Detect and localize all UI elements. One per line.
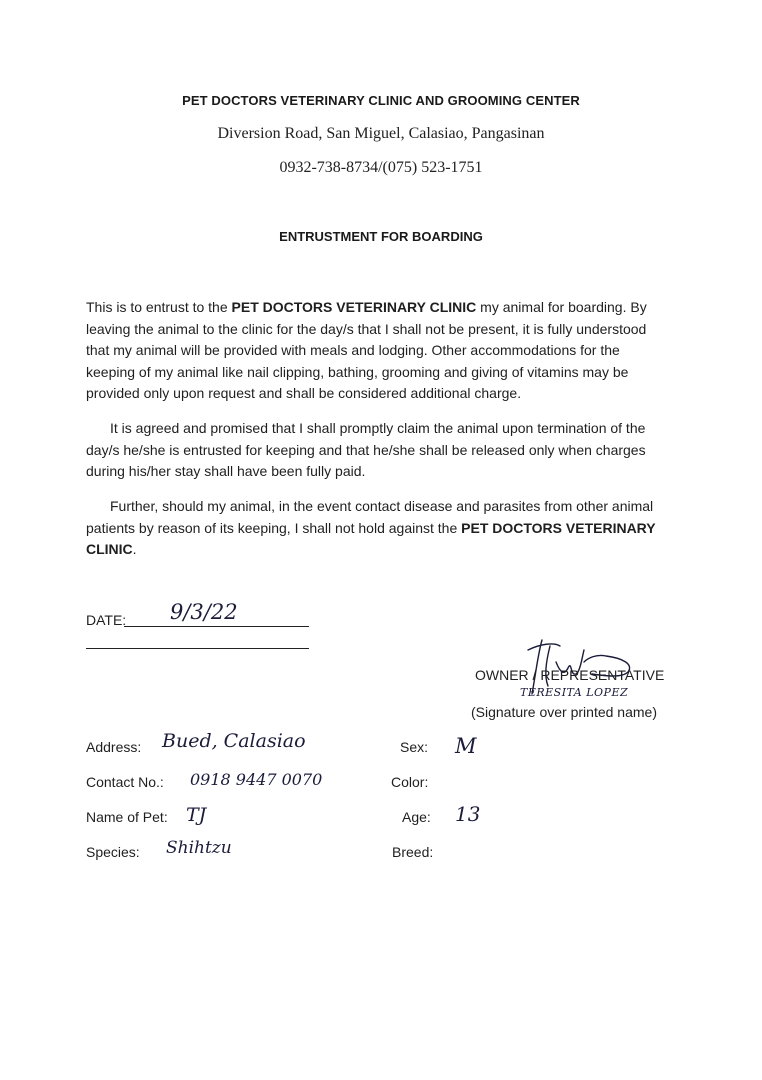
owner-representative-label: OWNER / REPRESENTATIVE <box>475 667 665 683</box>
paragraph-3 <box>86 496 671 561</box>
clinic-phone: 0932-738-8734/(075) 523-1751 <box>279 159 483 176</box>
breed-label: Breed: <box>392 844 434 860</box>
paragraph-1-text-b: my animal for boarding. By leaving the animal to the clinic for the day/s that I shall not be present, it is fully understood that my animal will be provided with meals and lodging. Other accommodations for the keeping of my animal like nail clipping, bathing, grooming and giving of vitamins may be provided only upon request and shall be considered additional charge. <box>86 299 647 401</box>
date-line <box>124 626 309 627</box>
paragraph-3-text-a: Further, should my animal, in the event contact disease and parasites from other animal patients by reason of its keeping, I shall not hold against the <box>86 498 654 536</box>
sex-value: M <box>455 734 477 758</box>
paragraph-1-bold: PET DOCTORS VETERINARY CLINIC <box>231 299 477 315</box>
species-value: Shihtzu <box>166 838 232 858</box>
date-value: 9/3/22 <box>170 600 238 624</box>
document-title: ENTRUSTMENT FOR BOARDING <box>279 229 483 244</box>
date-second-line <box>86 648 309 649</box>
color-label: Color: <box>391 774 429 790</box>
paragraph-3-bold: PET DOCTORS VETERINARY CLINIC <box>86 519 656 557</box>
species-label: Species: <box>86 844 140 860</box>
signature-caption: (Signature over printed name) <box>471 704 657 720</box>
paragraph-1-text-a: This is to entrust to the <box>86 299 232 315</box>
paragraph-1 <box>86 297 671 405</box>
paragraph-2: It is agreed and promised that I shall promptly claim the animal upon termination of the day/s he/she is entrusted for keeping and that he/she shall be released only when charges during his/her stay shall have been fully paid. <box>86 420 646 479</box>
contact-value: 0918 9447 0070 <box>190 770 323 789</box>
contact-label: Contact No.: <box>86 774 164 790</box>
address-value: Bued, Calasiao <box>162 730 306 752</box>
date-label: DATE: <box>86 612 127 628</box>
age-label: Age: <box>402 809 431 825</box>
address-label: Address: <box>86 739 142 755</box>
paragraph-3-text-b: . <box>132 541 137 557</box>
pet-name-label: Name of Pet: <box>86 809 168 825</box>
age-value: 13 <box>455 802 481 826</box>
clinic-address: Diversion Road, San Miguel, Calasiao, Pangasinan <box>217 125 545 142</box>
sex-label: Sex: <box>400 739 429 755</box>
pet-name-value: TJ <box>186 804 207 826</box>
clinic-name: PET DOCTORS VETERINARY CLINIC AND GROOMING CENTER <box>182 93 580 108</box>
printed-name: TERESITA LOPEZ <box>520 686 629 699</box>
